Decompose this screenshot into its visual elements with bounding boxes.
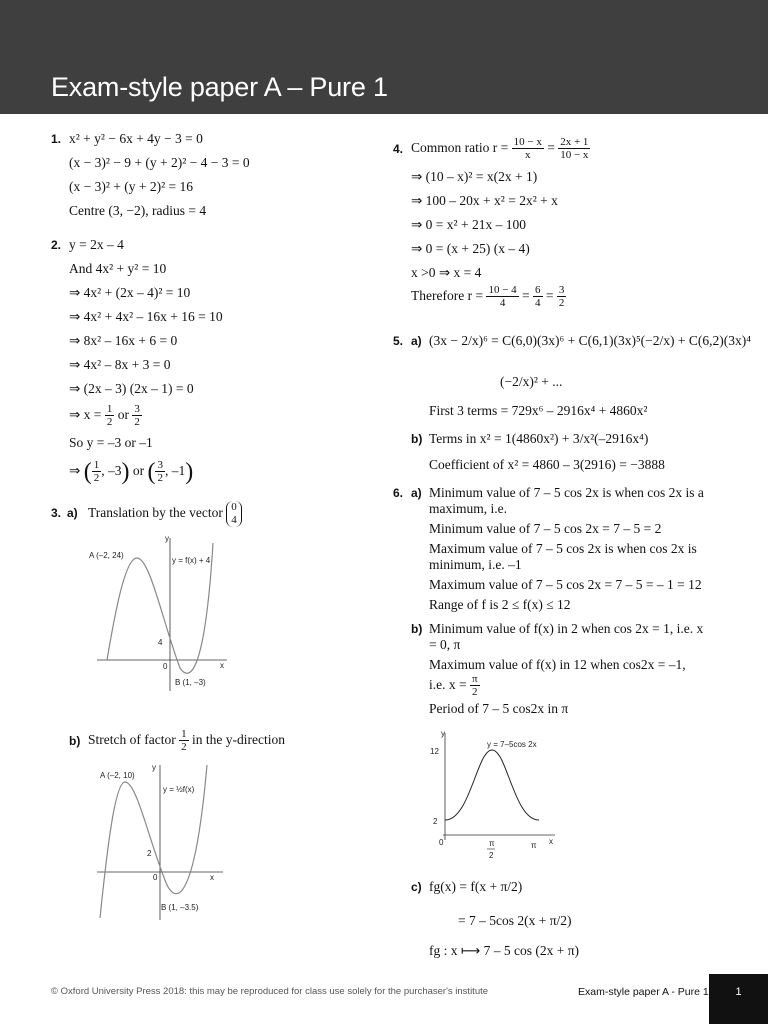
part-label: c) bbox=[411, 880, 422, 894]
q2-line-3: ⇒ 4x² + (2x – 4)² = 10 bbox=[69, 285, 191, 300]
graph-translation bbox=[89, 533, 230, 693]
fraction bbox=[132, 403, 142, 428]
q6a-line-3: Minimum value of 7 – 5 cos 2x = 7 – 5 = 2 bbox=[429, 521, 662, 536]
q6a-line-1: Minimum value of 7 – 5 cos 2x is when cos 2x is a bbox=[429, 485, 704, 500]
y-tick-2: 2 bbox=[433, 817, 438, 826]
x-axis-label: x bbox=[220, 661, 224, 670]
numerator: 2x + 1 bbox=[560, 136, 589, 149]
q2-line-8 bbox=[69, 401, 142, 429]
fraction bbox=[533, 284, 543, 309]
close-paren: ) bbox=[121, 458, 130, 485]
q5a-continuation: (−2/x)² + ... bbox=[500, 374, 563, 389]
q1-line-4: Centre (3, −2), radius = 4 bbox=[69, 203, 207, 218]
fraction bbox=[179, 728, 189, 753]
numerator: 1 bbox=[93, 459, 100, 472]
vector-bottom: 4 bbox=[231, 513, 237, 526]
question-number: 6. bbox=[393, 486, 404, 500]
q5-coefficient: Coefficient of x² = 4860 – 3(2916) = −3888 bbox=[429, 457, 665, 472]
part-label: a) bbox=[67, 506, 78, 520]
q1-line-3: (x − 3)² + (y + 2)² = 16 bbox=[69, 179, 194, 194]
open-paren: ( bbox=[147, 458, 156, 485]
q6a-line-4: Maximum value of 7 – 5 cos 2x is when cos 2x is bbox=[429, 541, 697, 556]
part-label: b) bbox=[69, 734, 81, 748]
denominator: 2 bbox=[157, 472, 163, 485]
q4-line-3: ⇒ 100 – 20x + x² = 2x² + x bbox=[411, 193, 558, 208]
question-number: 3. bbox=[51, 506, 62, 520]
numerator: 3 bbox=[157, 459, 163, 472]
origin-label: 0 bbox=[153, 873, 158, 882]
x-tick-pi-over-2-den: 2 bbox=[489, 851, 494, 860]
q3a-description: Translation by the vector bbox=[88, 505, 223, 520]
denominator: 2 bbox=[93, 472, 100, 485]
fraction bbox=[155, 459, 165, 484]
curve-label: y = ½f(x) bbox=[163, 785, 195, 794]
fraction bbox=[470, 673, 480, 698]
point-b-label: B (1, –3.5) bbox=[161, 903, 199, 912]
q2-l8-prefix: ⇒ x = bbox=[69, 407, 102, 422]
fraction bbox=[486, 284, 518, 309]
q2-line-4: ⇒ 4x² + 4x² – 16x + 16 = 10 bbox=[69, 309, 223, 324]
denominator: 2 bbox=[472, 686, 478, 699]
denominator: 2 bbox=[558, 297, 565, 310]
question-number: 2. bbox=[51, 238, 62, 252]
denominator: x bbox=[524, 149, 531, 162]
part-label: b) bbox=[411, 432, 423, 446]
q1-line-2: (x − 3)² − 9 + (y + 2)² − 4 − 3 = 0 bbox=[69, 155, 250, 170]
point-a-label: A (–2, 24) bbox=[89, 551, 124, 560]
numerator: π bbox=[471, 673, 478, 686]
q4-line-5: ⇒ 0 = (x + 25) (x – 4) bbox=[411, 241, 530, 256]
vector-top: 0 bbox=[231, 500, 237, 513]
numerator: 3 bbox=[558, 284, 565, 297]
numerator: 10 − 4 bbox=[488, 284, 517, 297]
x-axis-label: x bbox=[210, 873, 214, 882]
numerator: 1 bbox=[106, 403, 113, 416]
q2-l10-prefix: ⇒ bbox=[69, 463, 81, 478]
q2-l10-a: –3 bbox=[107, 463, 122, 478]
curve-label: y = 7–5cos 2x bbox=[487, 740, 537, 749]
point-b-label: B (1, –3) bbox=[175, 678, 206, 687]
page-header bbox=[0, 0, 768, 114]
q2-l10-or: or bbox=[132, 463, 145, 478]
numerator: 3 bbox=[134, 403, 140, 416]
y-axis-label: y bbox=[152, 763, 156, 772]
q2-line-1: y = 2x – 4 bbox=[69, 237, 124, 252]
q2-line-5: ⇒ 8x² – 16x + 6 = 0 bbox=[69, 333, 178, 348]
q4-line-7: Therefore r = $\frac{10 - 4}{4}$ = $\frac{6}{4}$ = $\frac{3}{2}$ bbox=[411, 284, 565, 310]
q6a-line-2: maximum, i.e. bbox=[429, 501, 507, 516]
q6a-line-6: Maximum value of 7 – 5 cos 2x = 7 – 5 = – 1 = 12 bbox=[429, 577, 702, 592]
origin-label: 0 bbox=[163, 662, 168, 671]
curve bbox=[445, 750, 539, 820]
part-label: b) bbox=[411, 622, 423, 636]
column-vector bbox=[226, 501, 242, 527]
fraction bbox=[558, 136, 590, 161]
q4-l1-prefix: Common ratio r = bbox=[411, 140, 509, 155]
y-axis-label: y bbox=[165, 534, 169, 543]
y-tick-12: 12 bbox=[430, 747, 439, 756]
q3b-text-2: in the y-direction bbox=[191, 732, 285, 747]
denominator: 2 bbox=[134, 416, 140, 429]
q6c-line-2: = 7 – 5cos 2(x + π/2) bbox=[458, 913, 572, 928]
q3b-text-1: Stretch of factor bbox=[88, 732, 176, 747]
close-paren: ) bbox=[185, 458, 194, 485]
graph-stretch bbox=[95, 760, 230, 922]
fraction bbox=[557, 284, 567, 309]
q2-line-2: And 4x² + y² = 10 bbox=[69, 261, 167, 276]
q5-first-three-terms: First 3 terms = 729x⁶ – 2916x⁴ + 4860x² bbox=[429, 403, 648, 418]
denominator: 2 bbox=[181, 741, 187, 754]
page-number: 1 bbox=[735, 986, 742, 998]
q2-line-7: ⇒ (2x – 3) (2x – 1) = 0 bbox=[69, 381, 194, 396]
q3a-text bbox=[88, 498, 242, 528]
q5a-expansion: (3x − 2/x)⁶ = C(6,0)(3x)⁶ + C(6,1)(3x)⁵(−2/x) + C(6,2)(3x)⁴ bbox=[429, 333, 751, 348]
q2-line-6: ⇒ 4x² – 8x + 3 = 0 bbox=[69, 357, 171, 372]
q6c-line-3 bbox=[429, 943, 579, 959]
point-a-label: A (–2, 10) bbox=[100, 771, 135, 780]
q2-l8-or: or bbox=[117, 407, 129, 422]
q6b-line-1: Minimum value of f(x) in 2 when cos 2x = 1, i.e. x bbox=[429, 621, 704, 636]
numerator: 1 bbox=[181, 728, 187, 741]
y-tick: 4 bbox=[158, 638, 163, 647]
question-number: 4. bbox=[393, 142, 404, 156]
graph-cosine bbox=[425, 728, 565, 863]
q4-l7-prefix: Therefore r = bbox=[411, 288, 484, 303]
numerator: 6 bbox=[535, 284, 541, 297]
denominator: 2 bbox=[106, 416, 113, 429]
q6c-l3-result: 7 – 5 cos (2x + π) bbox=[483, 943, 580, 958]
x-tick-pi: π bbox=[531, 841, 537, 850]
x-tick-pi-over-2-num: π bbox=[489, 839, 495, 848]
denominator: 4 bbox=[499, 297, 506, 310]
q6a-line-7: Range of f is 2 ≤ f(x) ≤ 12 bbox=[429, 597, 571, 612]
part-label: a) bbox=[411, 486, 422, 500]
q4-line-1 bbox=[411, 133, 590, 163]
q6b-line-5: Period of 7 – 5 cos2x in π bbox=[429, 701, 569, 716]
page-number-box bbox=[709, 974, 768, 1024]
question-number: 1. bbox=[51, 132, 62, 146]
q1-line-1: x² + y² − 6x + 4y − 3 = 0 bbox=[69, 131, 203, 146]
denominator: 4 bbox=[535, 297, 541, 310]
q6b-l4-prefix: i.e. x = bbox=[429, 677, 467, 692]
maps-to-arrow-icon: ⟼ bbox=[460, 943, 481, 958]
question-number: 5. bbox=[393, 334, 404, 348]
fraction bbox=[92, 459, 102, 484]
q6b-line-2: = 0, π bbox=[429, 637, 461, 652]
q2-line-9: So y = –3 or –1 bbox=[69, 435, 153, 450]
fraction bbox=[512, 136, 544, 161]
origin-label: 0 bbox=[439, 838, 444, 847]
copyright-notice: © Oxford University Press 2018: this may be reproduced for class use solely for the purchaser's institute bbox=[51, 986, 489, 997]
q4-line-2: ⇒ (10 – x)² = x(2x + 1) bbox=[411, 169, 538, 184]
running-title: Exam-style paper A - Pure 1 bbox=[578, 986, 709, 998]
q4-line-6: x >0 ⇒ x = 4 bbox=[411, 265, 482, 280]
q6b-line-3: Maximum value of f(x) in 12 when cos2x = –1, bbox=[429, 657, 686, 672]
q6c-l3-prefix: fg : x bbox=[429, 943, 458, 958]
page-title: Exam-style paper A – Pure 1 bbox=[51, 72, 388, 102]
curve-label: y = f(x) + 4 bbox=[172, 556, 211, 565]
q3b-text bbox=[88, 725, 285, 755]
q5b-terms: Terms in x² = 1(4860x²) + 3/x²(–2916x⁴) bbox=[429, 431, 649, 446]
q6b-line-4 bbox=[429, 670, 480, 700]
x-axis-label: x bbox=[549, 837, 553, 846]
q4-line-4: ⇒ 0 = x² + 21x – 100 bbox=[411, 217, 526, 232]
q6c-line-1: fg(x) = f(x + π/2) bbox=[429, 879, 523, 894]
equals: = bbox=[547, 140, 555, 155]
open-paren: ( bbox=[83, 458, 92, 485]
denominator: 10 − x bbox=[560, 149, 589, 162]
fraction bbox=[105, 403, 115, 428]
q2-l10-b: –1 bbox=[171, 463, 186, 478]
y-axis-label: y bbox=[441, 729, 445, 738]
q6a-line-5: minimum, i.e. –1 bbox=[429, 557, 522, 572]
numerator: 10 − x bbox=[513, 136, 542, 149]
q2-line-10: ⇒ ( $\frac{1}{2}$ , –3) or ( $\frac{3}{2}$ , –1) bbox=[69, 458, 194, 485]
y-tick: 2 bbox=[147, 849, 152, 858]
part-label: a) bbox=[411, 334, 422, 348]
